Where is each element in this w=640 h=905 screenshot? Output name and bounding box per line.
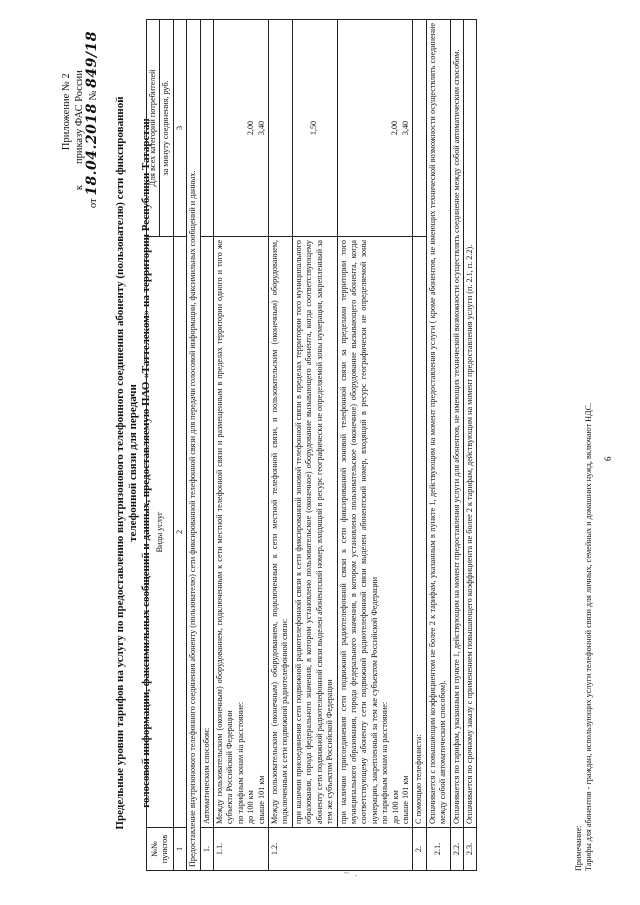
- notes: [574, 41, 595, 871]
- row-number: 2.3.: [463, 828, 476, 871]
- tariff-table: [146, 19, 477, 871]
- page-number: 6: [603, 456, 613, 461]
- table-header-row: [147, 20, 160, 871]
- row-value: 2,00 3,40: [337, 20, 413, 237]
- index-cell: 3: [173, 20, 186, 237]
- handwritten-order-number: 849/18: [84, 31, 100, 88]
- section-row: [187, 20, 200, 871]
- row-text: С помощью телефониста:: [413, 237, 426, 828]
- index-cell: 2: [173, 237, 186, 828]
- table-row: [426, 20, 450, 871]
- row-text: при наличии присоединения сети подвижной радиотелефонной связи к сети фиксированной зоновой телефонной связи за пределами территории того муниципального образования, города федерального значения, в котором установлено пользовательское (оконечное) оборудование вызывающего абонента, когда соответствующему абоненту сети подвижной радиотелефонной связи выделен абонентский номер, входящий в ресурс географически не определяемой зоны нумерации, закрепленный за тем же субъектом Российской Федерации по тарифным зонам на расстояние: до 100 км свыше 101 км: [337, 237, 413, 828]
- row-number: 1.: [200, 828, 213, 871]
- table-row: [337, 20, 413, 871]
- notes-label: Примечание:: [574, 825, 583, 871]
- index-cell: 1: [173, 828, 186, 871]
- scan-mark: ~ .: [344, 868, 360, 878]
- row-value: 2,00 3,40: [214, 20, 269, 237]
- row-value: 1,50: [292, 20, 337, 237]
- table-row: [463, 20, 476, 871]
- row-number: 1.2.: [269, 828, 413, 871]
- header-col-tariff-1: Для всех категорий потребителей: [147, 20, 160, 237]
- row-text: Между пользовательским (оконечным) оборудованием, подключенным к сети местной телефонной связи и размещенным в пределах территории одного и того же субъекта Российской Федерации по тарифным зонам на расстояние: до 100 км свыше 101 км: [214, 237, 269, 828]
- row-text: Между пользовательским (оконечным) оборудованием, подключенным к сети местной телефонной связи, и пользовательским (оконечным) оборудованием, подключенным к сети подвижной радиотелефонной связи:: [269, 237, 293, 828]
- header-col-number: №№ пунктов: [147, 828, 174, 871]
- document-title: Предельные уровни тарифов на услугу по предоставлению внутризонового телефонного соединения абоненту (пользователю) сети фиксированной телефонной связи для передачи голосовой информации, факсимильных сообщений и данных, предоставляемую ПАО «Таттелеком» на территории Республики Татарстан: [114, 96, 152, 830]
- row-text: Оплачивается с повышающим коэффициентом не более 2 к тарифам, указанным в пункте 1, действующим на момент предоставления услуги ( кроме абонентов, не имеющих технической возможности осуществлять соединение между собой автоматическим способом).: [426, 20, 450, 828]
- row-number: 2.: [413, 828, 426, 871]
- row-text: Оплачивается по тарифам, указанным в пункте 1, действующим на момент предоставления услуги для абонентов, не имеющих технической возможности осуществлять соединение между собой автоматическим способом.: [450, 20, 463, 828]
- appendix-title: Приложение № 2: [61, 73, 72, 151]
- table-row: [200, 20, 213, 871]
- appendix-header: [60, 31, 100, 208]
- table-row: [413, 20, 426, 871]
- handwritten-date: 18.04.2018: [84, 103, 100, 196]
- row-number: 2.2.: [450, 828, 463, 871]
- table-row: [292, 20, 337, 871]
- row-text: Оплачивается по срочному заказу с применением повышающего коэффициента не более 2 к тарифам, действующим на момент предоставления услуги (п. 2.1, п. 2.2).: [463, 20, 476, 828]
- table-row: [450, 20, 463, 871]
- table-index-row: [173, 20, 186, 871]
- notes-text: Тарифы для абонентов - граждан, использующих услуги телефонной связи для личных, семейных и домашних нужд, включают НДС.: [584, 402, 594, 871]
- row-number: 2.1.: [426, 828, 450, 871]
- row-text: Автоматическим способом:: [200, 237, 213, 828]
- table-row: [214, 20, 269, 871]
- rotated-landscape-content: [58, 13, 618, 893]
- order-date-number: от 18.04.2018 № 849/18: [84, 31, 100, 209]
- header-col-tariff-2: за минуту соединения, руб.: [160, 20, 173, 237]
- order-reference: к приказу ФАС России: [74, 70, 85, 191]
- row-number: 1.1.: [214, 828, 269, 871]
- header-col-service: Виды услуг: [147, 237, 174, 828]
- row-text: при наличии присоединения сети подвижной радиотелефонной связи к сети фиксированной зоновой телефонной связи в пределах территории того муниципального образования, города федерального значения, в котором установлено пользовательское (оконечное) оборудование вызывающего абонента, когда соответствующему абоненту сети подвижной радиотелефонной связи выделен абонентский номер, входящий в ресурс географически не определяемой зоны нумерации, закрепленный за тем же субъектом Российской Федерации: [292, 237, 337, 828]
- table-row: [269, 20, 293, 871]
- section-title: Предоставление внутризонового телефонного соединения абоненту (пользователю) сети фиксированной телефонной связи для передачи голосовой информации, факсимильных сообщений и данных.: [187, 20, 200, 871]
